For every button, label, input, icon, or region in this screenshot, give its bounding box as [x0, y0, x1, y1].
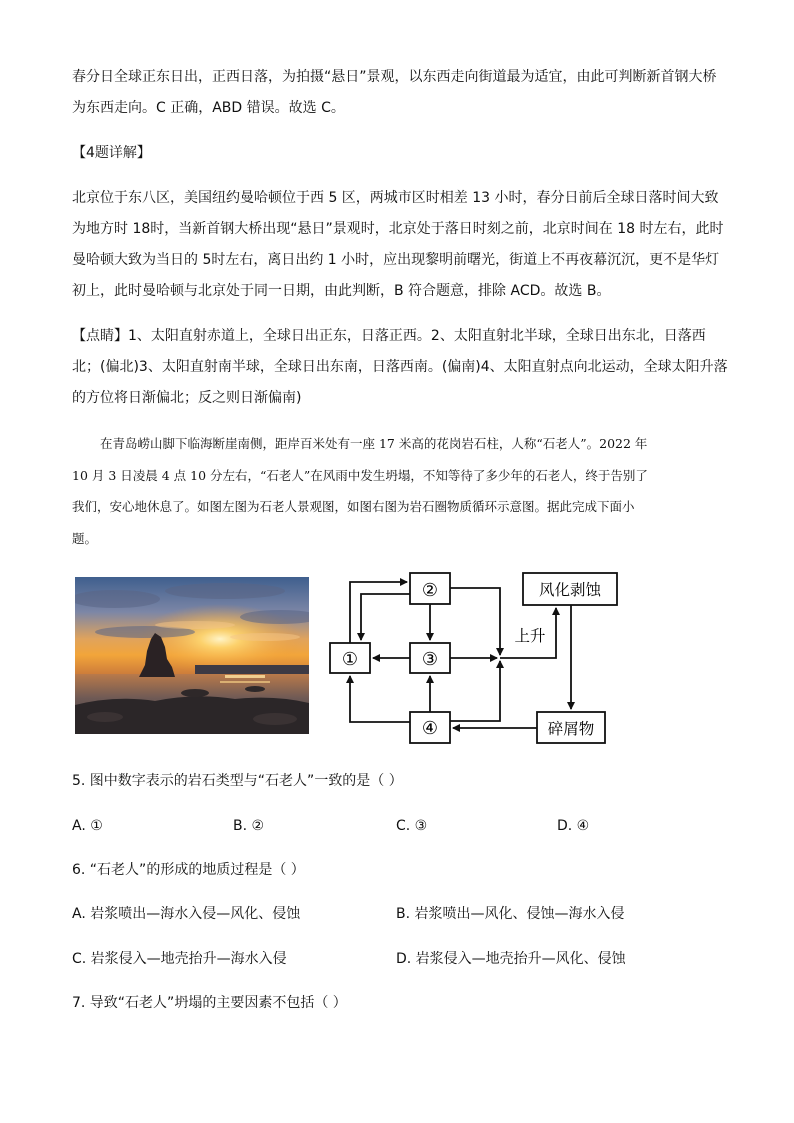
text-line: 为地方时 18时，当新首钢大桥出现“悬日”景观时，北京处于落日时刻之前，北京时间在 18 时左右，此时	[72, 221, 724, 237]
tips-paragraph	[72, 321, 728, 414]
question-5-option-a[interactable]: A. ①	[72, 818, 103, 834]
question-6-option-a[interactable]: A. 岩浆喷出—海水入侵—风化、侵蚀	[72, 906, 301, 922]
text-line: 在青岛崂山脚下临海断崖南侧，距岸百米处有一座 17 米高的花岗岩石柱，人称“石老人”。2022 年	[100, 436, 648, 451]
text-line: 【点睛】1、太阳直射赤道上，全球日出正东，日落正西。2、太阳直射北半球，全球日出东北，日落西	[72, 328, 706, 344]
uplift-label: 上升	[514, 627, 546, 645]
reading-passage	[72, 428, 722, 554]
text-line: 10 月 3 日凌晨 4 点 10 分左右，“石老人”在风雨中发生坍塌，不知等待了多少年的石老人，终于告别了	[72, 467, 648, 483]
rock-label-1: ①	[341, 649, 359, 670]
text-line: 曼哈顿大致为当日的 5时左右，离日出约 1 小时，应出现黎明前曙光，街道上不再夜幕沉沉，更不是华灯	[72, 252, 720, 268]
rock-cycle-svg	[326, 570, 626, 750]
question-4-heading: 【4题详解】	[72, 145, 151, 161]
answer-4-paragraph	[72, 183, 722, 307]
question-5-option-c[interactable]: C. ③	[396, 818, 428, 834]
text-line: 为东西走向。C 正确，ABD 错误。故选 C。	[72, 100, 345, 116]
answer-3-paragraph	[72, 62, 722, 124]
question-7-stem: 7. 导致“石老人”坍塌的主要因素不包括（ ）	[72, 995, 347, 1011]
rock-label-3: ③	[421, 649, 439, 670]
question-6-option-d[interactable]: D. 岩浆侵入—地壳抬升—风化、侵蚀	[396, 951, 626, 967]
question-5-option-b[interactable]: B. ②	[233, 818, 265, 834]
weathering-label: 风化剥蚀	[538, 581, 602, 599]
question-5-option-d[interactable]: D. ④	[557, 818, 590, 834]
question-5-stem: 5. 图中数字表示的岩石类型与“石老人”一致的是（ ）	[72, 773, 403, 789]
rock-cycle-diagram	[326, 570, 626, 750]
question-6-option-b[interactable]: B. 岩浆喷出—风化、侵蚀—海水入侵	[396, 906, 625, 922]
text-line: 北；(偏北)3、太阳直射南半球，全球日出东南，日落西南。(偏南)4、太阳直射点向北运动，全球太阳升落	[72, 359, 728, 375]
question-6-option-c[interactable]: C. 岩浆侵入—地壳抬升—海水入侵	[72, 951, 287, 967]
text-line: 的方位将日渐偏北；反之则日渐偏南)	[72, 390, 302, 406]
rock-label-2: ②	[421, 580, 439, 601]
rock-label-4: ④	[421, 718, 439, 739]
text-line: 春分日全球正东日出，正西日落，为拍摄“悬日”景观，以东西走向街道最为适宜，由此可判断新首钢大桥	[72, 69, 717, 85]
text-line: 北京位于东八区，美国纽约曼哈顿位于西 5 区，两城市区时相差 13 小时，春分日前后全球日落时间大致	[72, 190, 719, 206]
shilaoren-landscape-photo	[75, 577, 309, 734]
question-6-stem: 6. “石老人”的形成的地质过程是（ ）	[72, 862, 305, 878]
text-line: 初上，此时曼哈顿与北京处于同一日期，由此判断，B 符合题意，排除 ACD。故选 B。	[72, 283, 611, 299]
debris-label: 碎屑物	[547, 720, 595, 738]
text-line: 题。	[72, 530, 98, 546]
sunset-sea-stack-image	[75, 577, 309, 734]
text-line: 我们，安心地休息了。如图左图为石老人景观图，如图右图为岩石圈物质循环示意图。据此完成下面小	[72, 499, 635, 514]
